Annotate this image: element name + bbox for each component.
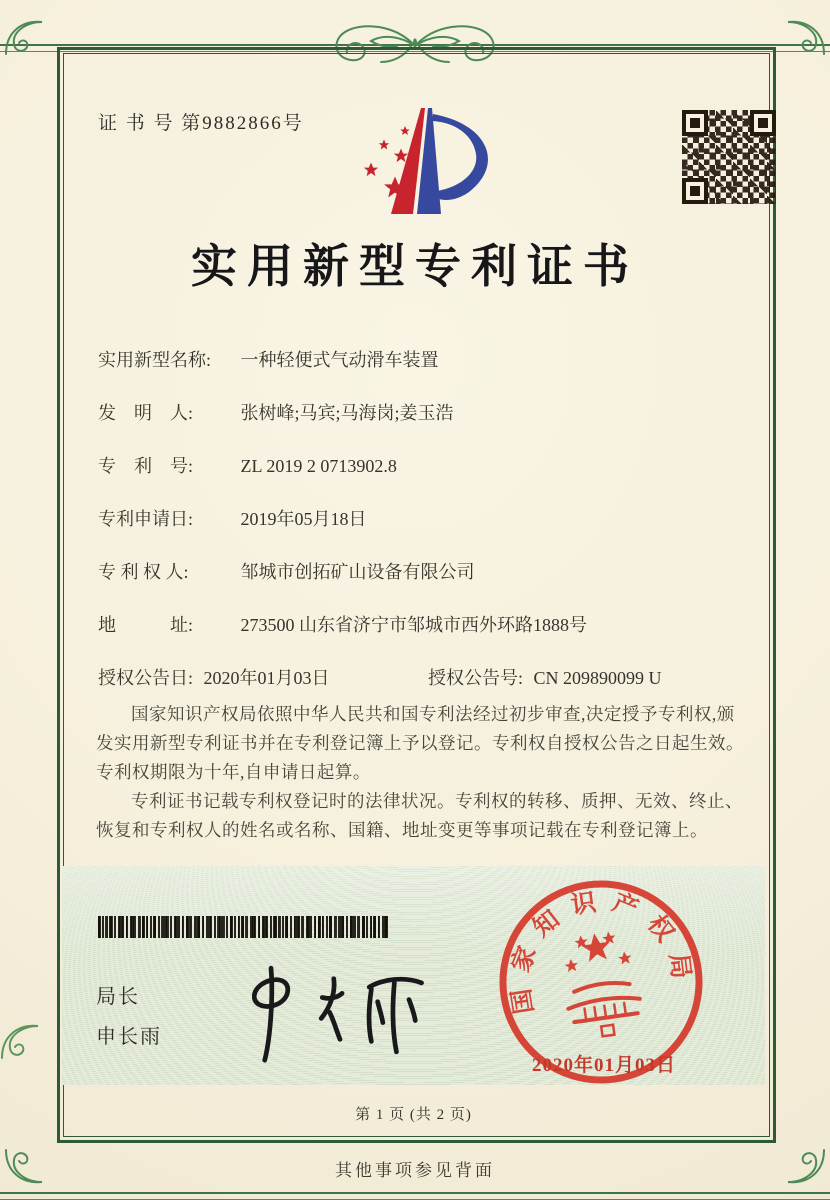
qr-code [682, 110, 776, 204]
page-number: 第 1 页 (共 2 页) [355, 1107, 472, 1123]
certificate-title: 实用新型专利证书 [191, 241, 639, 292]
field-value: 273500 山东省济宁市邹城市西外环路1888号 [240, 615, 587, 635]
field-label: 实用新型名称: [98, 350, 212, 370]
field-row-address [98, 611, 587, 637]
field-value: 2019年05月18日 [240, 509, 367, 529]
corner-ornament-top-left [4, 16, 44, 56]
field-value: 一种轻便式气动滑车装置 [240, 350, 439, 370]
legal-paragraph-2: 专利证书记载专利权登记时的法律状况。专利权的转移、质押、无效、终止、恢复和专利权人的姓名或名称、国籍、地址变更等事项记载在专利登记簿上。 [96, 791, 743, 840]
field-row-filing-date [98, 505, 367, 531]
field-value: 张树峰;马宾;马海岗;姜玉浩 [240, 403, 454, 423]
commissioner-title: 局长 [96, 986, 140, 1008]
qr-finder-top-right [750, 110, 776, 136]
grant-date-value: 2020年01月03日 [203, 668, 330, 688]
seal-date: 2020年01月03日 [531, 1055, 676, 1076]
cnipa-patent-logo-icon [333, 94, 511, 222]
field-label: 专 利 权 人: [98, 562, 189, 582]
legal-paragraphs [96, 700, 746, 845]
signature-autograph [225, 950, 455, 1068]
certificate-number: 证 书 号 第9882866号 [98, 113, 304, 134]
qr-finder-bottom-left [682, 178, 708, 204]
barcode [98, 916, 390, 938]
qr-finder-top-left [682, 110, 708, 136]
field-label: 发 明 人: [98, 403, 194, 423]
field-row-patent-number [98, 452, 397, 478]
field-label: 专利申请日: [98, 509, 194, 529]
back-note: 其他事项参见背面 [335, 1161, 495, 1180]
field-row-patentee [98, 558, 475, 584]
grant-date-label: 授权公告日: [98, 668, 194, 688]
seal-text: 国家知识产权局 [506, 887, 696, 1016]
grant-number-value: CN 209890099 U [533, 668, 662, 688]
legal-paragraph-1: 国家知识产权局依照中华人民共和国专利法经过初步审查,决定授予专利权,颁发实用新型专利证书并在专利登记簿上予以登记。专利权自授权公告之日起生效。专利权期限为十年,自申请日起算。 [96, 704, 744, 782]
grant-row [98, 664, 662, 690]
side-ornament-left [0, 1020, 40, 1060]
field-row-inventors [98, 399, 454, 425]
bottom-border-line [0, 1192, 830, 1200]
grant-number-label: 授权公告号: [428, 668, 524, 688]
field-label: 地 址: [98, 615, 194, 635]
corner-ornament-top-right [786, 16, 826, 56]
field-value: 邹城市创拓矿山设备有限公司 [240, 562, 475, 582]
field-label: 专 利 号: [98, 456, 194, 476]
commissioner-name: 申长雨 [96, 1026, 162, 1048]
field-value: ZL 2019 2 0713902.8 [240, 456, 397, 476]
field-row-utility-model-name [98, 346, 439, 372]
